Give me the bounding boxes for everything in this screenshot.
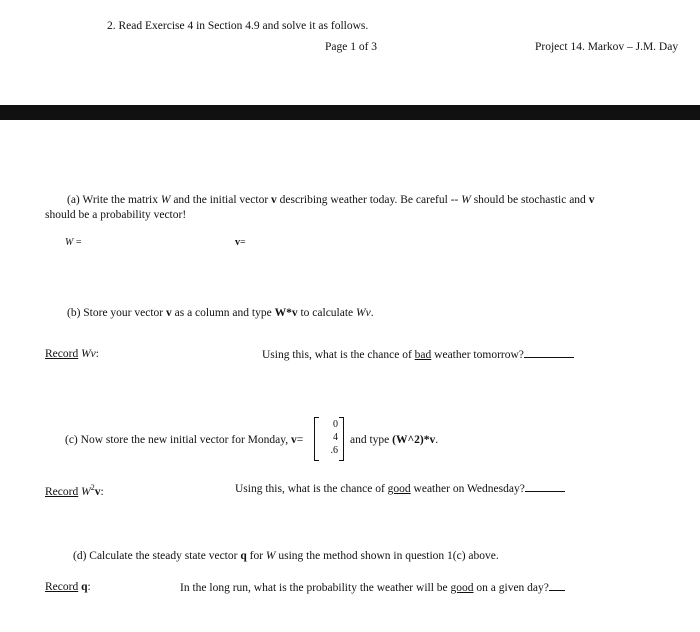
answer-blank[interactable] bbox=[525, 481, 565, 492]
page-divider-bar bbox=[0, 105, 700, 120]
good-weather-wednesday-question: Using this, what is the chance of good weather on Wednesday? bbox=[235, 481, 565, 496]
part-a-prompt-line2: should be a probability vector! bbox=[45, 209, 187, 221]
v-label: v= bbox=[235, 237, 246, 248]
answer-blank[interactable] bbox=[549, 580, 565, 591]
page-number: Page 1 of 3 bbox=[325, 41, 378, 53]
part-a-prompt: (a) Write the matrix W and the initial vector v describing weather today. Be careful -- W should be stochastic and v bbox=[67, 194, 595, 206]
record-wv-label: Record Wv: bbox=[45, 348, 99, 360]
record-q-label: Record q: bbox=[45, 581, 91, 593]
w-label: W = bbox=[65, 237, 82, 248]
answer-blank[interactable] bbox=[524, 347, 574, 358]
long-run-question: In the long run, what is the probability the weather will be good on a given day? bbox=[180, 580, 565, 595]
record-w2v-label: Record $W^2v$: bbox=[45, 483, 104, 498]
exercise-instruction: 2. Read Exercise 4 in Section 4.9 and solve it as follows. bbox=[107, 20, 369, 32]
bad-weather-question: Using this, what is the chance of bad weather tomorrow? bbox=[262, 347, 574, 362]
part-d-prompt: (d) Calculate the steady state vector q for W using the method shown in question 1(c) above. bbox=[73, 550, 499, 562]
part-b-prompt: (b) Store your vector v as a column and type W*v to calculate Wv. bbox=[67, 307, 374, 319]
project-title: Project 14. Markov – J.M. Day bbox=[535, 41, 679, 53]
part-c-prompt: (c) Now store the new initial vector for Monday, v= bbox=[65, 434, 304, 446]
monday-vector: 0 4 .6 bbox=[314, 417, 344, 461]
part-c-command: and type (W^2)*v. bbox=[350, 434, 439, 446]
